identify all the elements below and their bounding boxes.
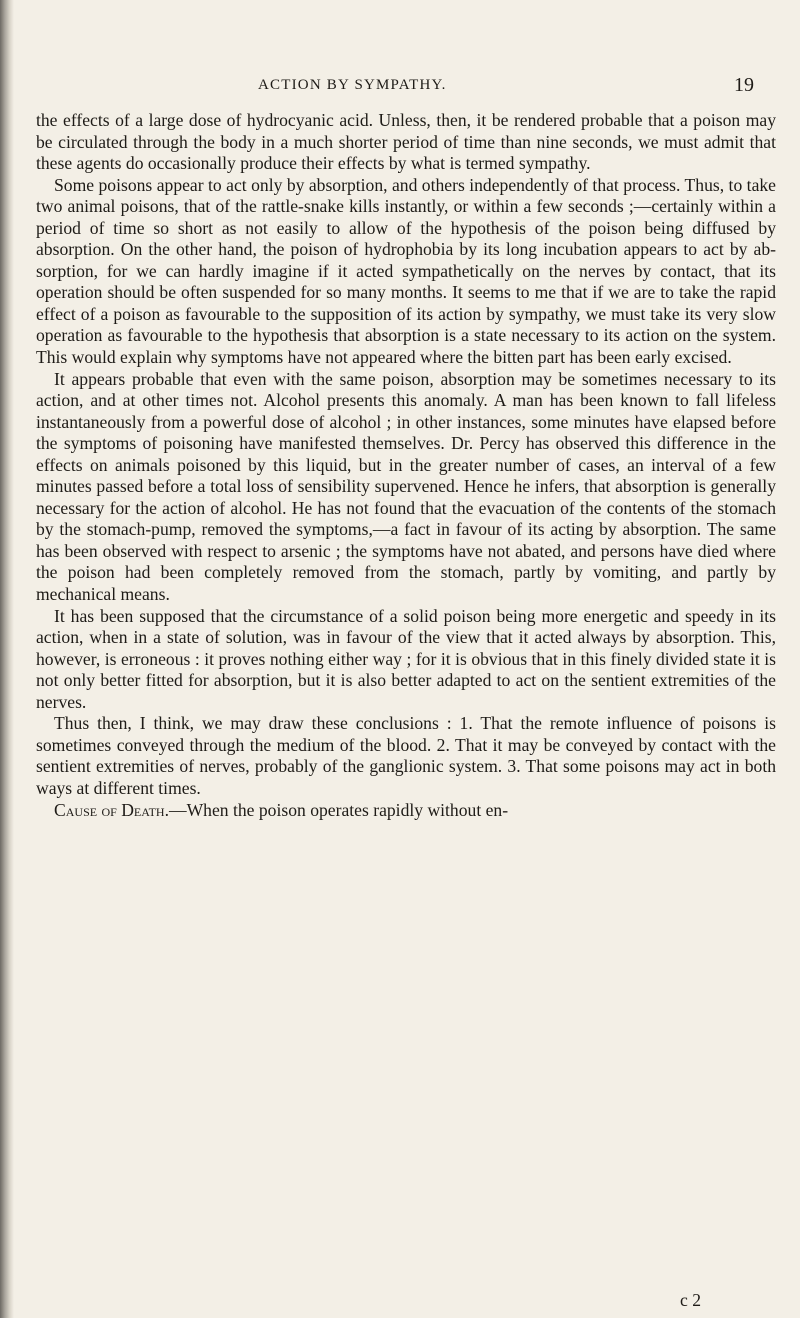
page-number: 19 (734, 74, 754, 96)
paragraph-6-text: —When the poison operates rapidly without en- (168, 799, 509, 820)
paragraph-5: Thus then, I think, we may draw these conclusions : 1. That the remote influence of poisons is sometimes conveyed through the medium of the blood. 2. That it may be conveyed by contact with the sentient extremities of nerves, probably of the ganglionic system. 3. That some poisons may act in both ways at different times. (36, 713, 776, 798)
paragraph-4: It has been supposed that the circumstance of a solid poison being more energetic and speedy in its action, when in a state of solution, was in favour of the view that it acted always by absorption. This, however, is erroneous : it proves nothing either way ; for it is obvious that in this finely divided state it is not only better fitted for absorption, but it is also better adapted to act on the sentient extremities of the nerves. (36, 605, 776, 712)
page-gutter-shadow (0, 0, 14, 1318)
running-title: ACTION BY SYMPATHY. (258, 77, 447, 93)
section-heading: Cause of Death. (54, 799, 169, 820)
paragraph-6 (36, 800, 776, 822)
paragraph-1: the effects of a large dose of hydrocyanic acid. Unless, then, it be rendered probable that a poison may be circulated through the body in a much shorter period of time than nine seconds, we must admit that these agents do occasionally produce their effects by what is termed sympathy. (36, 110, 776, 174)
running-head (0, 74, 800, 101)
signature-mark: c 2 (680, 1290, 702, 1310)
paragraph-2: Some poisons appear to act only by absorption, and others independently of that process. Thus, to take two animal poisons, that of the rattle-snake kills instantly, or within a few seconds ;—certainly within a period of time so short as not easily to allow of the hypothesis of the poison being diffused by absorption. On the other hand, the poison of hydrophobia by its long incubation appears to act by absorption, for we can hardly imagine if it acted sympathetically on the nerves by contact, that its operation should be often suspended for so many months. It seems to me that if we are to take the rapid effect of a poison as favourable to the supposition of its action by sympathy, we must take its very slow operation as favourable to the hypothesis that absorption is a state necessary to its action on the system. This would explain why symptoms have not appeared where the bitten part has been early excised. (36, 174, 776, 368)
body-text (36, 110, 776, 821)
paragraph-3: It appears probable that even with the same poison, absorption may be sometimes necessary to its action, and at other times not. Alcohol presents this anomaly. A man has been known to fall lifeless instantaneously from a powerful dose of alcohol ; in other instances, some minutes have elapsed before the symptoms of poisoning have manifested themselves. Dr. Percy has observed this difference in the effects on animals poisoned by this liquid, but in the greater number of cases, an interval of a few minutes passed before a total loss of sensibility supervened. Hence he infers, that absorption is generally necessary for the action of alcohol. He has not found that the evacuation of the contents of the stomach by the stomach-pump, removed the symptoms,—a fact in favour of its acting by absorption. The same has been observed with respect to arsenic ; the symptoms have not abated, and persons have died where the poison had been completely removed from the stomach, partly by vomiting, and partly by mechanical means. (36, 368, 776, 605)
